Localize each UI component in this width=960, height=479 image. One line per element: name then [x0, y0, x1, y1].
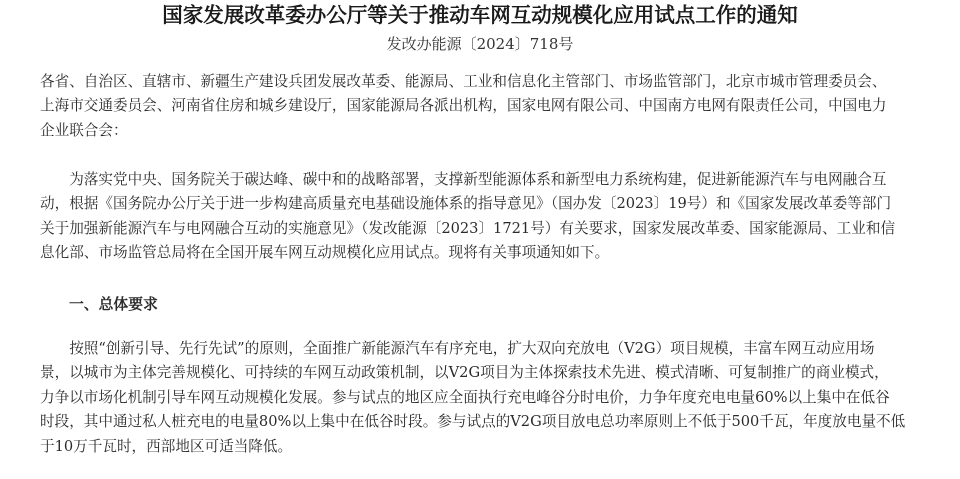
paragraph-line: 动，根据《国务院办公厅关于进一步构建高质量充电基础设施体系的指导意见》（国办发〔2023〕19号）和《国家发展改革委等部门 — [40, 195, 892, 213]
addressees-paragraph — [40, 70, 920, 143]
intro-paragraph — [40, 168, 920, 266]
paragraph-line: 时段，其中通过私人桩充电的电量80%以上集中在低谷时段。参与试点的V2G项目放电总功率原则上不低于500千瓦，年度放电量不低 — [40, 413, 906, 431]
paragraph-line: 上海市交通委员会、河南省住房和城乡建设厅，国家能源局各派出机构，国家电网有限公司、中国南方电网有限责任公司，中国电力 — [40, 97, 887, 115]
paragraph-line: 于10万千瓦时，西部地区可适当降低。 — [40, 437, 293, 455]
document-number: 发改办能源〔2024〕718号 — [386, 35, 574, 53]
document-title: 国家发展改革委办公厅等关于推动车网互动规模化应用试点工作的通知 — [162, 3, 798, 27]
paragraph-line: 按照“创新引导、先行先试”的原则，全面推广新能源汽车有序充电，扩大双向充放电（V2G）项目规模，丰富车网互动应用场 — [40, 340, 875, 357]
paragraph-line: 为落实党中央、国务院关于碳达峰、碳中和的战略部署，支撑新型能源体系和新型电力系统构建，促进新能源汽车与电网融合互 — [40, 171, 887, 188]
paragraph-line: 力争以市场化机制引导车网互动规模化发展。参与试点的地区应全面执行充电峰谷分时电价，力争年度充电电量60%以上集中在低谷 — [40, 388, 890, 406]
paragraph-line: 景，以城市为主体完善规模化、可持续的车网互动政策机制，以V2G项目为主体探索技术先进、模式清晰、可复制推广的商业模式， — [40, 364, 889, 382]
section-heading: 一、总体要求 — [69, 296, 158, 313]
paragraph-line: 企业联合会： — [40, 121, 128, 139]
paragraph-line: 关于加强新能源汽车与电网融合互动的实施意见》（发改能源〔2023〕1721号）有关要求，国家发展改革委、国家能源局、工业和信 — [40, 219, 896, 237]
paragraph-line: 各省、自治区、直辖市、新疆生产建设兵团发展改革委、能源局、工业和信息化主管部门、市场监管部门，北京市城市管理委员会、 — [40, 73, 887, 90]
paragraph-line: 息化部、市场监管总局将在全国开展车网互动规模化应用试点。现将有关事项通知如下。 — [40, 244, 610, 262]
body-paragraph — [40, 337, 920, 459]
